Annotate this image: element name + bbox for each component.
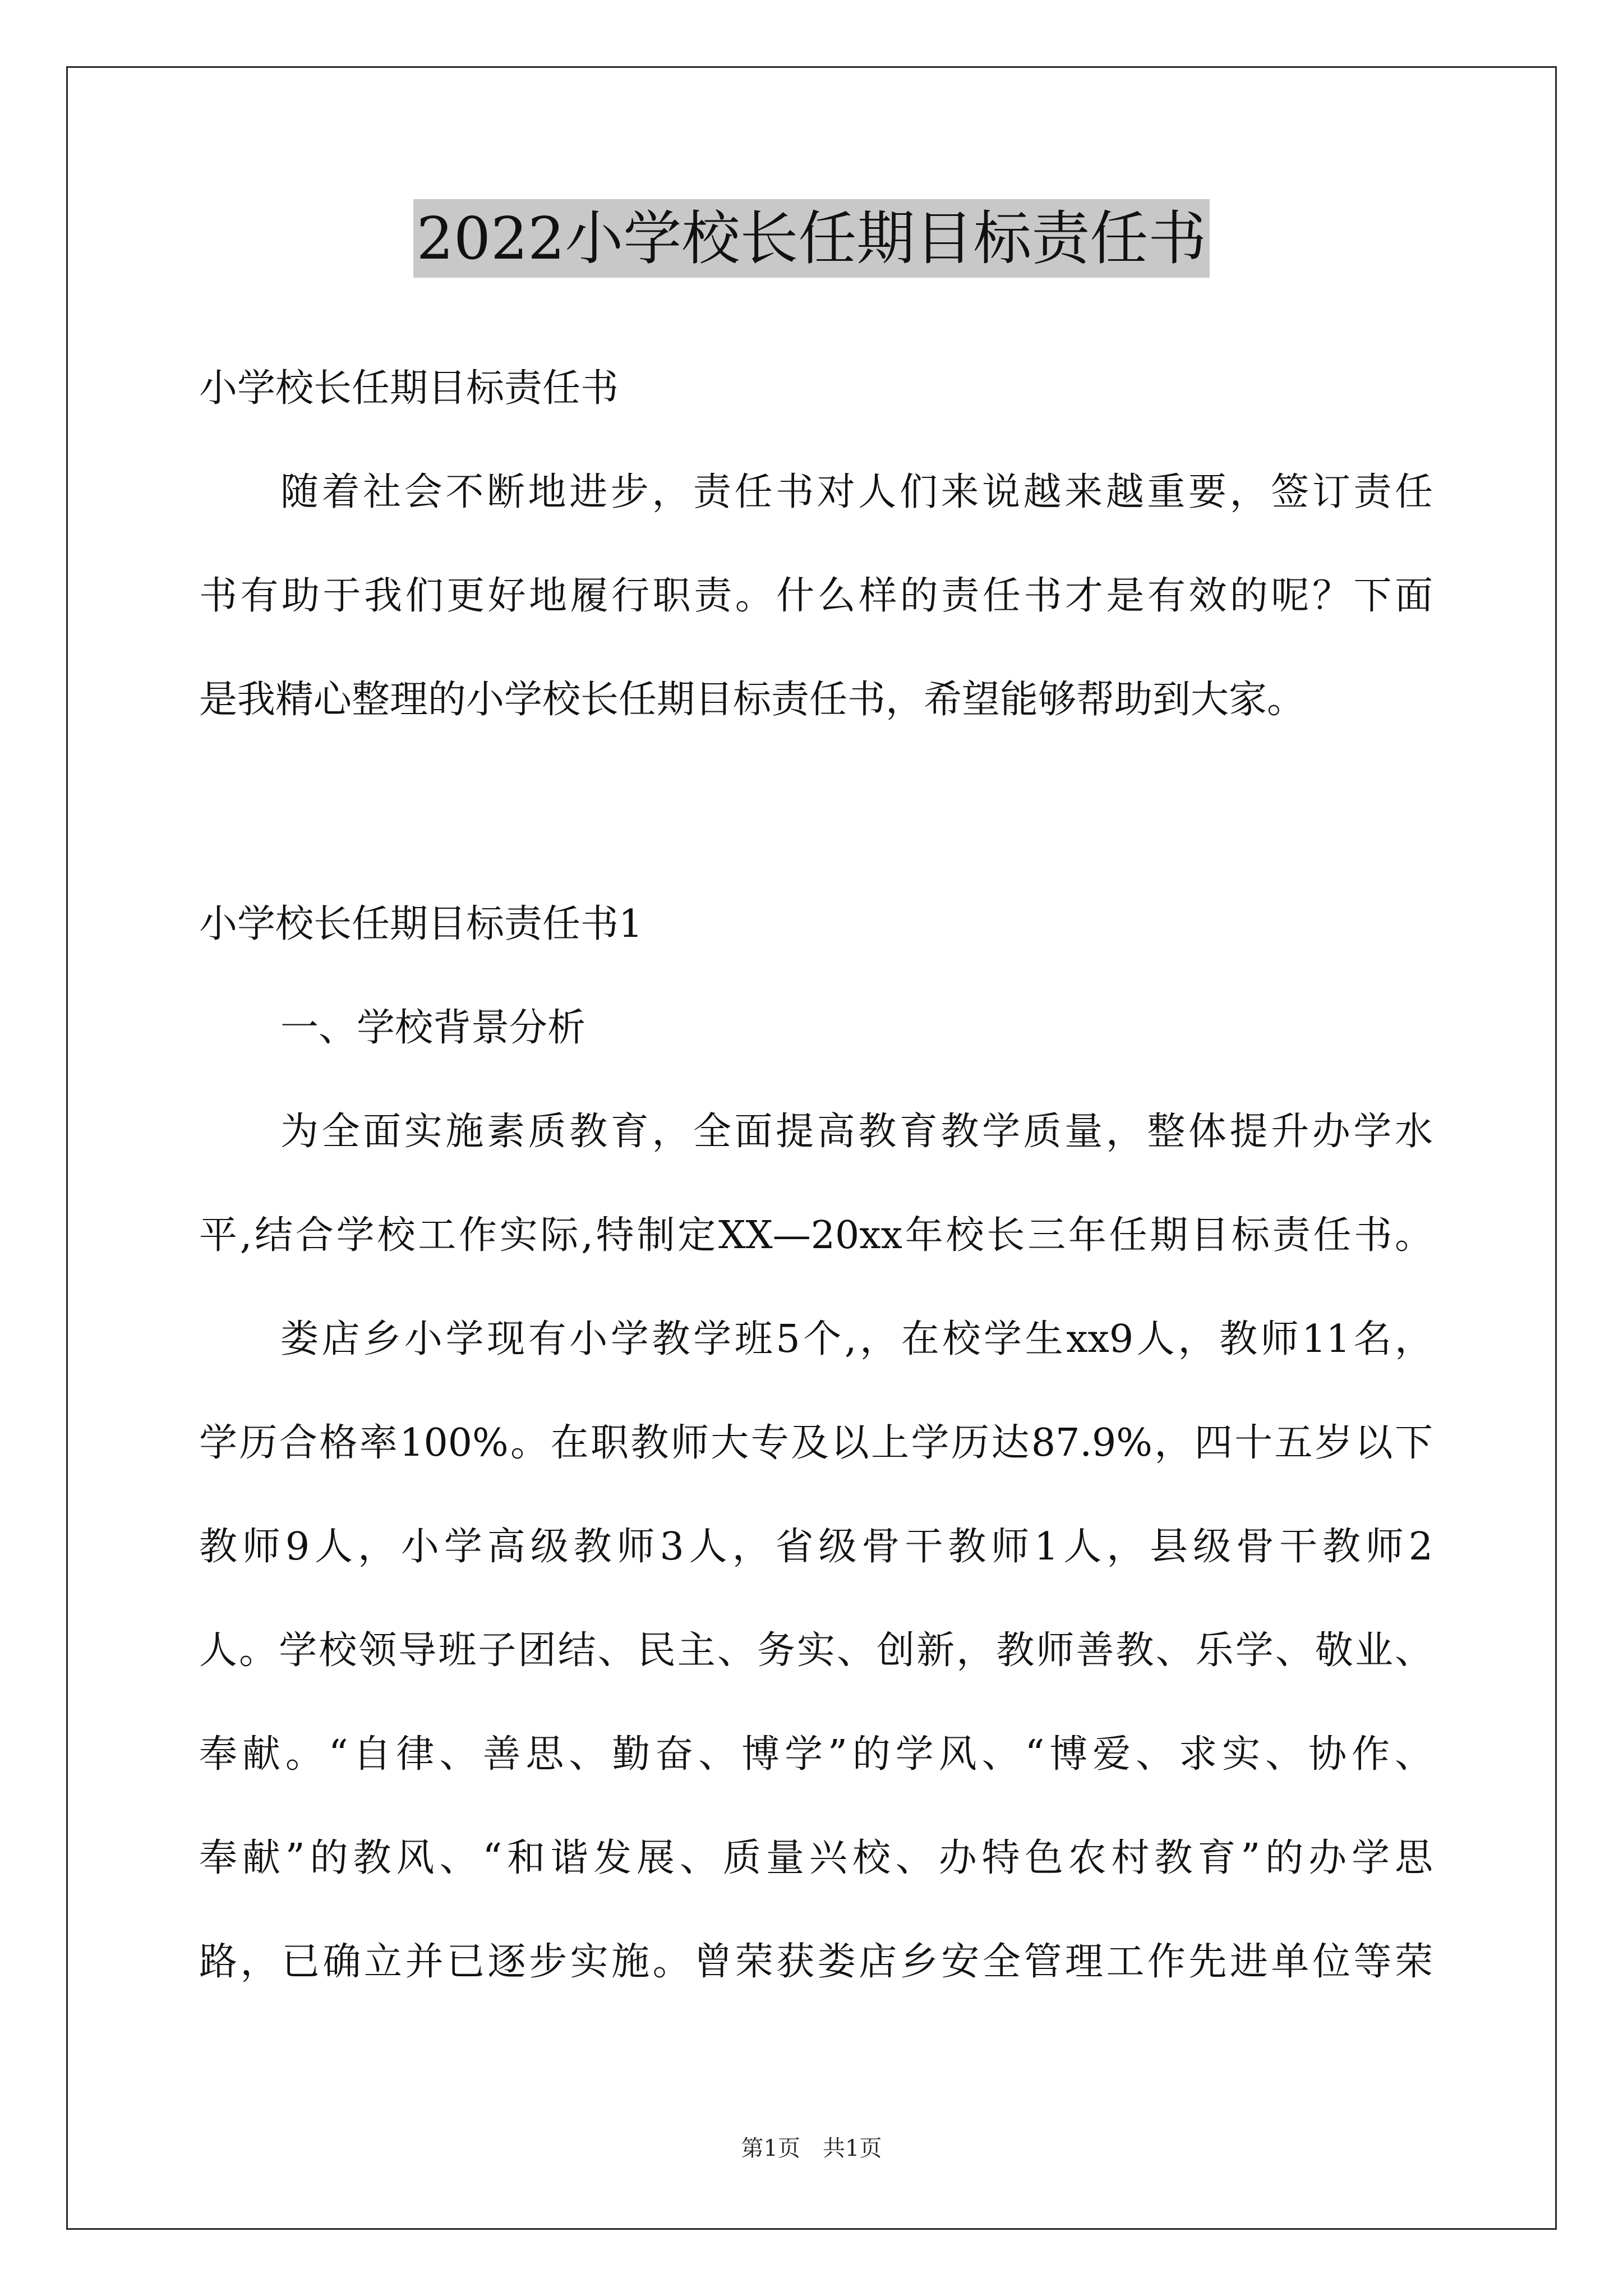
para2-line-5: 奉献。“自律、善思、勤奋、博学”的学风、“博爱、求实、协作、	[199, 1732, 1433, 1777]
page-number: 第1页 共1页	[741, 2136, 882, 2161]
intro-line-1: 随着社会不断地进步，责任书对人们来说越来越重要，签订责任	[280, 470, 1433, 514]
document-title	[0, 199, 1623, 278]
para2-line-2: 学历合格率100%。在职教师大专及以上学历达87.9%，四十五岁以下	[199, 1421, 1433, 1465]
section1-heading: 小学校长任期目标责任书1	[199, 902, 643, 946]
intro-line-2: 书有助于我们更好地履行职责。什么样的责任书才是有效的呢？下面	[199, 574, 1433, 618]
para1-line-2: 平,结合学校工作实际,特制定XX—20xx年校长三年任期目标责任书。	[199, 1213, 1433, 1258]
para2-line-6: 奉献”的教风、“和谐发展、质量兴校、办特色农村教育”的办学思	[199, 1836, 1433, 1880]
document-subtitle: 小学校长任期目标责任书	[199, 366, 619, 411]
page-footer	[0, 2132, 1623, 2165]
para1-line-1: 为全面实施素质教育，全面提高教育教学质量，整体提升办学水	[280, 1110, 1433, 1154]
document-title-text: 2022小学校长任期目标责任书	[413, 199, 1210, 278]
para2-line-1: 娄店乡小学现有小学教学班5个,，在校学生xx9人，教师11名，	[280, 1317, 1433, 1361]
subsection1-heading: 一、学校背景分析	[280, 1006, 586, 1050]
para2-line-4: 人。学校领导班子团结、民主、务实、创新，教师善教、乐学、敬业、	[199, 1628, 1433, 1673]
intro-line-3: 是我精心整理的小学校长任期目标责任书，希望能够帮助到大家。	[199, 678, 1306, 722]
para2-line-3: 教师9人，小学高级教师3人，省级骨干教师1人，县级骨干教师2	[199, 1525, 1433, 1569]
para2-line-7: 路，已确立并已逐步实施。曾荣获娄店乡安全管理工作先进单位等荣	[199, 1940, 1433, 1984]
